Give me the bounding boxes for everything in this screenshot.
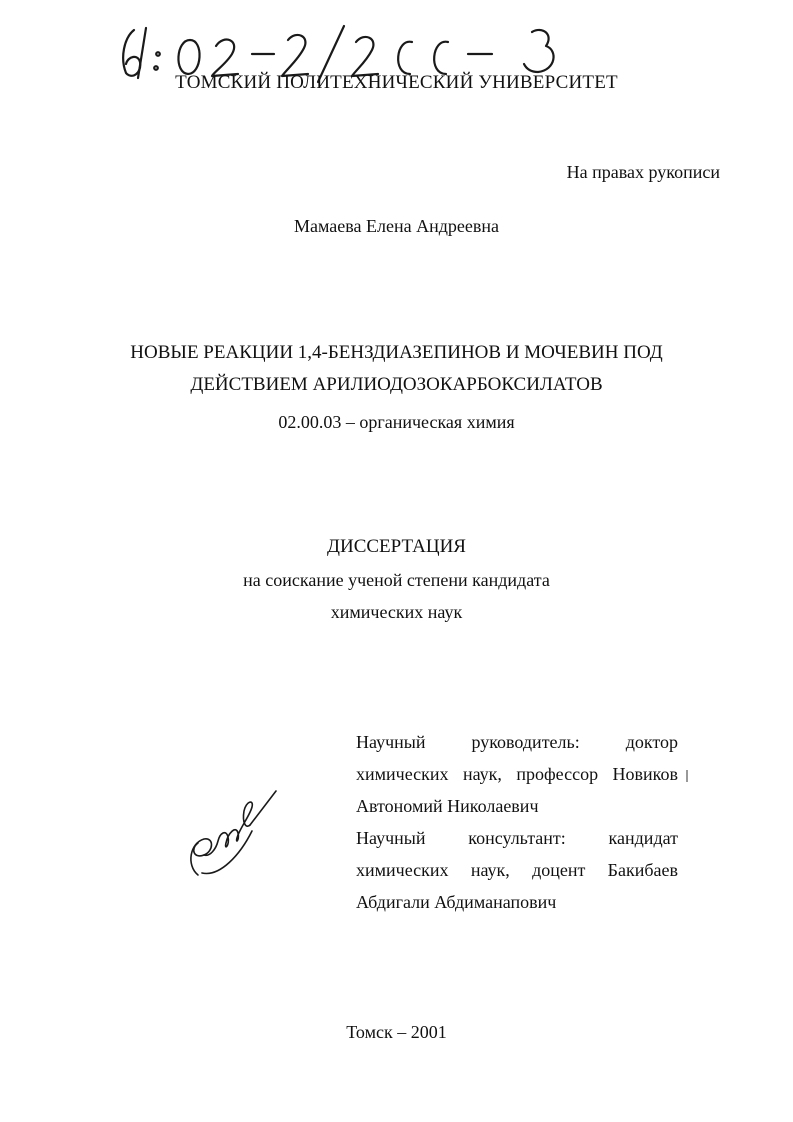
- degree-line-2: химических наук: [330, 602, 463, 622]
- supervisor-line-3: Автономий Николаевич: [356, 796, 539, 816]
- supervisor-block: [356, 726, 678, 822]
- title-line-1: НОВЫЕ РЕАКЦИИ 1,4-БЕНЗДИАЗЕПИНОВ И МОЧЕВИН ПОД: [130, 342, 663, 363]
- university-name: ТОМСКИЙ ПОЛИТЕХНИЧЕСКИЙ УНИВЕРСИТЕТ: [175, 72, 618, 93]
- title-line-2: ДЕЙСТВИЕМ АРИЛИОДОЗОКАРБОКСИЛАТОВ: [190, 374, 603, 395]
- consultant-line-1: Научный консультант: кандидат: [356, 828, 678, 848]
- manuscript-rights: На правах рукописи: [566, 162, 720, 182]
- specialty-code: 02.00.03 – органическая химия: [278, 412, 515, 432]
- supervisor-line-2: химических наук, профессор Новиков: [356, 764, 678, 784]
- consultant-line-2: химических наук, доцент Бакибаев: [356, 860, 678, 880]
- dissertation-heading: ДИССЕРТАЦИЯ: [327, 536, 466, 557]
- consultant-block: [356, 822, 678, 918]
- supervisor-line-1: Научный руководитель: доктор: [356, 732, 678, 752]
- signature: [180, 785, 280, 885]
- city-year: Томск – 2001: [346, 1022, 447, 1042]
- degree-line-1: на соискание ученой степени кандидата: [243, 570, 550, 590]
- consultant-line-3: Абдигали Абдиманапович: [356, 892, 557, 912]
- author-name: Мамаева Елена Андреевна: [294, 216, 499, 236]
- margin-mark: [686, 770, 688, 782]
